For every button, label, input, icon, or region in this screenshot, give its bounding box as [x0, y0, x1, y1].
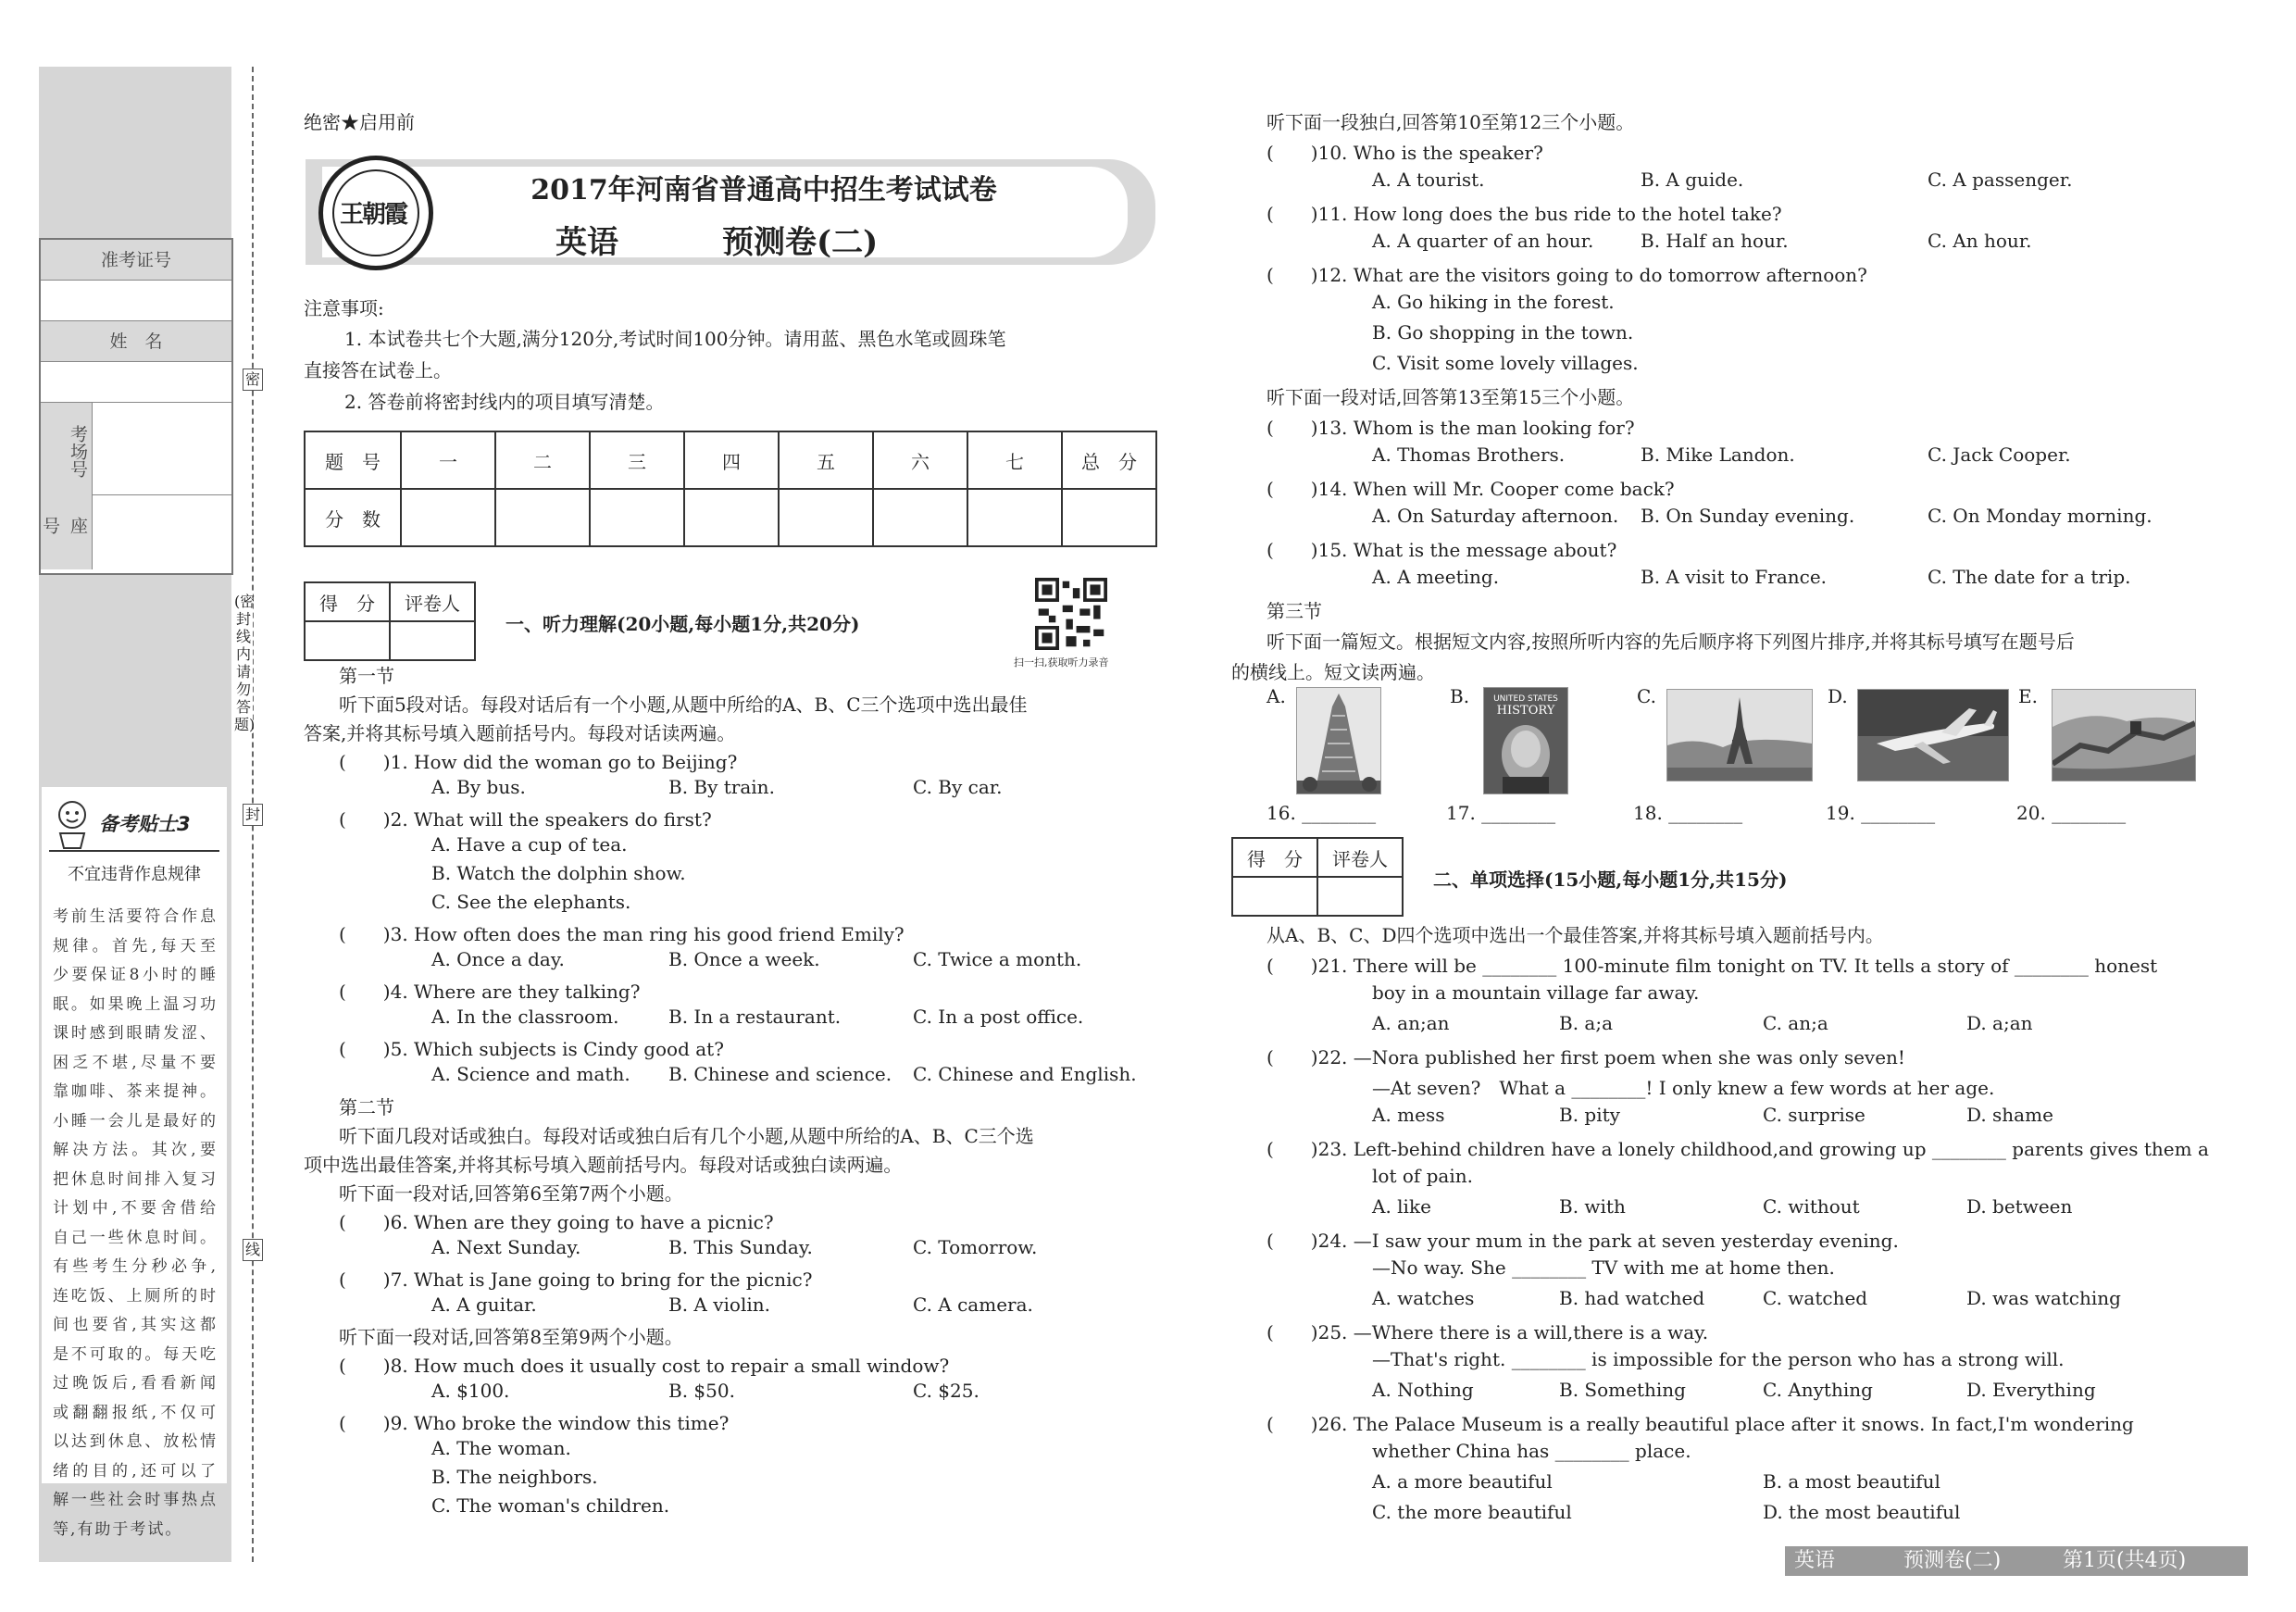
option-a: A. Have a cup of tea. [431, 833, 628, 856]
question-2: ( )2. What will the speakers do first? [339, 808, 712, 831]
option-b: B. A visit to France. [1641, 566, 1828, 588]
question-21: ( )21. There will be ________ 100-minute film tonight on TV. It tells a story of ________ honest [1267, 955, 2158, 977]
option-c: C. Anything [1763, 1379, 1873, 1401]
grader-box-part2 [1231, 837, 1404, 917]
option-c: C. See the elephants. [431, 891, 631, 913]
score-header-cell: 六 [873, 431, 967, 489]
section1-instruction: 听下面5段对话。每段对话后有一个小题,从题中所给的A、B、C三个选项中选出最佳 [339, 694, 1028, 716]
tips-text: 考前生活要符合作息规律。首先,每天至少要保证8小时的睡眠。如果晚上温习功课时感到眼睛发涩、困乏不堪,尽量不要靠咖啡、茶来提神。小睡一会儿是最好的解决方法。其次,要把休息时间排入复习计划中,不要舍借给自己一些休息时间。有些考生分秒必争,连吃饭、上厕所的时间也要省,其实这都是不可取的。每天吃过晚饭后,看看新闻或翻翻报纸,不仅可以达到休息、放松情绪的目的,还可以了解一些社会时事热点等,有助于考试。 [53, 907, 218, 1539]
option-b: B. with [1559, 1195, 1626, 1218]
picture-label-c: C. [1637, 685, 1656, 707]
option-a: A. A meeting. [1372, 566, 1500, 588]
exam-number-field[interactable] [41, 281, 231, 321]
eiffel-tower-picture [1666, 689, 1813, 781]
option-c: C. An hour. [1928, 230, 2032, 252]
part2-instruction: 从A、B、C、D四个选项中选出一个最佳答案,并将其标号填入题前括号内。 [1267, 924, 1884, 946]
score-header-cell: 一 [401, 431, 495, 489]
option-c: C. In a post office. [913, 1006, 1084, 1028]
option-c: C. an;a [1763, 1012, 1828, 1034]
option-b: B. Once a week. [668, 948, 820, 970]
grader-reviewer-cell[interactable] [1317, 877, 1403, 916]
question-22: ( )22. —Nora published her first poem when she was only seven! [1267, 1046, 1905, 1068]
blank-19[interactable]: 19. ________ [1826, 802, 1936, 824]
score-table [304, 431, 1157, 547]
exam-title: 2017年河南省普通高中招生考试试卷 [530, 174, 997, 206]
seal-char-feng: 封 [243, 804, 263, 826]
question-4: ( )4. Where are they talking? [339, 981, 641, 1003]
seat-field[interactable] [93, 495, 231, 569]
section2-label: 第二节 [339, 1096, 394, 1118]
option-d: D. between [1966, 1195, 2073, 1218]
option-c: C. The date for a trip. [1928, 566, 2131, 588]
score-cell[interactable] [684, 489, 779, 546]
picture-label-e: E. [2018, 685, 2038, 707]
room-field[interactable] [93, 403, 231, 495]
score-cell[interactable] [495, 489, 590, 546]
grader-reviewer-cell[interactable] [390, 621, 475, 660]
option-b: B. Half an hour. [1641, 230, 1789, 252]
option-c: C. watched [1763, 1287, 1868, 1309]
exam-tips-box [42, 787, 227, 1539]
grader-reviewer-label: 评卷人 [1317, 838, 1403, 877]
mascot-icon [49, 796, 95, 850]
option-b: B. A violin. [668, 1293, 770, 1316]
question-9: ( )9. Who broke the window this time? [339, 1412, 730, 1434]
option-c: C. The woman's children. [431, 1494, 670, 1517]
dialog-8-9-intro: 听下面一段对话,回答第8至第9两个小题。 [339, 1326, 683, 1348]
option-c: C. without [1763, 1195, 1860, 1218]
option-b: B. The neighbors. [431, 1466, 598, 1488]
option-d: D. a;an [1966, 1012, 2033, 1034]
option-b: B. Chinese and science. [668, 1063, 892, 1085]
mono-10-12-intro: 听下面一段独白,回答第10至第12三个小题。 [1267, 111, 1635, 133]
notice-item-1-cont: 直接答在试卷上。 [304, 359, 452, 381]
tips-header [49, 796, 219, 852]
option-a: A. On Saturday afternoon. [1372, 505, 1619, 527]
notice-title: 注意事项: [304, 297, 384, 319]
option-b: B. In a restaurant. [668, 1006, 842, 1028]
option-b: B. Something [1559, 1379, 1686, 1401]
seat-label: 座号 [41, 495, 93, 569]
question-26-cont: whether China has ________ place. [1372, 1440, 1691, 1462]
option-a: A. an;an [1372, 1012, 1450, 1034]
candidate-info-form [39, 238, 233, 575]
question-24-cont: —No way. She ________ TV with me at home then. [1372, 1256, 1835, 1279]
option-c: C. Visit some lovely villages. [1372, 352, 1639, 374]
tower-picture [1296, 687, 1381, 794]
option-a: A. Once a day. [431, 948, 565, 970]
picture-label-b: B. [1450, 685, 1470, 707]
question-21-cont: boy in a mountain village far away. [1372, 981, 1700, 1004]
airplane-picture [1857, 689, 2009, 781]
score-cell[interactable] [401, 489, 495, 546]
option-c: C. A passenger. [1928, 169, 2073, 191]
section3-instruction: 听下面一篇短文。根据短文内容,按照所听内容的先后顺序将下列图片排序,并将其标号填写在题号后 [1267, 631, 2075, 653]
seal-text: 王朝霞 [340, 201, 407, 229]
part2-heading: 二、单项选择(15小题,每小题1分,共15分) [1433, 868, 1788, 891]
option-b: B. a;a [1559, 1012, 1613, 1034]
option-a: A. A quarter of an hour. [1372, 230, 1594, 252]
option-b: B. Go shopping in the town. [1372, 321, 1634, 344]
option-d: D. shame [1966, 1104, 2053, 1126]
picture-label-a: A. [1267, 685, 1286, 707]
question-25-cont: —That's right. ________ is impossible for the person who has a strong will. [1372, 1348, 2065, 1370]
question-14: ( )14. When will Mr. Cooper come back? [1267, 478, 1675, 500]
footer-paper: 预测卷(二) [1903, 1549, 2002, 1572]
grader-box-part1 [304, 581, 476, 661]
tips-badge: 备考贴士3 [99, 813, 191, 835]
score-header-cell: 三 [590, 431, 684, 489]
exam-paper-name: 预测卷(二) [722, 224, 879, 261]
score-cell[interactable] [967, 489, 1062, 546]
book-title: HISTORY [1496, 704, 1555, 718]
section1-label: 第一节 [339, 665, 394, 687]
score-cell[interactable] [779, 489, 873, 546]
blank-17[interactable]: 17. ________ [1446, 802, 1556, 824]
question-23-cont: lot of pain. [1372, 1165, 1473, 1187]
option-a: A. Nothing [1372, 1379, 1474, 1401]
option-c: C. On Monday morning. [1928, 505, 2152, 527]
blank-16[interactable]: 16. ________ [1267, 802, 1377, 824]
option-a: A. A tourist. [1372, 169, 1485, 191]
seal-char-mi: 密 [243, 369, 263, 391]
option-b: B. $50. [668, 1380, 735, 1402]
room-label: 考场号 [41, 403, 93, 495]
score-header-cell: 题 号 [305, 431, 401, 489]
tips-title: 不宜违背作息规律 [68, 865, 201, 884]
score-cell[interactable] [873, 489, 967, 546]
exam-number-label: 准考证号 [41, 240, 231, 281]
notice-item-2: 2. 答卷前将密封线内的项目填写清楚。 [344, 391, 665, 413]
option-b: B. pity [1559, 1104, 1620, 1126]
question-1: ( )1. How did the woman go to Beijing? [339, 751, 738, 773]
grader-reviewer-label: 评卷人 [390, 582, 475, 621]
dialog-13-15-intro: 听下面一段对话,回答第13至第15三个小题。 [1267, 386, 1635, 408]
option-a: A. In the classroom. [431, 1006, 619, 1028]
option-d: D. was watching [1966, 1287, 2121, 1309]
option-d: D. Everything [1966, 1379, 2096, 1401]
option-b: B. On Sunday evening. [1641, 505, 1855, 527]
blank-18[interactable]: 18. ________ [1633, 802, 1743, 824]
great-wall-picture [2052, 689, 2196, 781]
option-b: B. A guide. [1641, 169, 1744, 191]
option-a: A. Next Sunday. [431, 1236, 581, 1258]
notice-item-1: 1. 本试卷共七个大题,满分120分,考试时间100分钟。请用蓝、黑色水笔或圆珠笔 [344, 328, 1006, 350]
confidential-mark: 绝密★启用前 [304, 111, 415, 133]
option-b: B. This Sunday. [668, 1236, 813, 1258]
grader-score-cell[interactable] [305, 621, 390, 660]
question-7: ( )7. What is Jane going to bring for the picnic? [339, 1268, 813, 1291]
exam-subject: 英语 [555, 224, 618, 261]
option-c: C. Tomorrow. [913, 1236, 1038, 1258]
history-book-picture [1483, 687, 1568, 794]
question-25: ( )25. —Where there is a will,there is a way. [1267, 1321, 1709, 1343]
section2-instruction: 听下面几段对话或独白。每段对话或独白后有几个小题,从题中所给的A、B、C三个选 [339, 1125, 1034, 1147]
option-b: B. By train. [668, 776, 775, 798]
option-a: A. like [1372, 1195, 1431, 1218]
section3-label: 第三节 [1267, 600, 1322, 622]
option-a: A. The woman. [431, 1437, 571, 1459]
qr-code-icon [1035, 578, 1107, 650]
dialog-6-7-intro: 听下面一段对话,回答第6至第7两个小题。 [339, 1182, 683, 1205]
name-field[interactable] [41, 362, 231, 403]
binding-note: (密封线内请勿答题) [234, 593, 256, 733]
option-c: C. Chinese and English. [913, 1063, 1137, 1085]
question-15: ( )15. What is the message about? [1267, 539, 1617, 561]
score-header-cell: 七 [967, 431, 1062, 489]
question-23: ( )23. Left-behind children have a lonely childhood,and growing up ________ parents gives them a [1267, 1138, 2209, 1160]
score-row-label: 分 数 [305, 489, 401, 546]
footer-subject: 英语 [1794, 1549, 1836, 1572]
option-b: B. had watched [1559, 1287, 1705, 1309]
option-a: A. By bus. [431, 776, 526, 798]
question-26: ( )26. The Palace Museum is a really beautiful place after it snows. In fact,I'm wondering [1267, 1413, 2134, 1435]
picture-label-d: D. [1828, 685, 1848, 707]
option-d: D. the most beautiful [1763, 1501, 1961, 1523]
option-c: C. By car. [913, 776, 1003, 798]
seal-char-xian: 线 [243, 1239, 263, 1261]
name-label: 姓 名 [41, 321, 231, 362]
score-header-cell: 四 [684, 431, 779, 489]
question-3: ( )3. How often does the man ring his good friend Emily? [339, 923, 905, 945]
page-footer [1785, 1546, 2248, 1576]
option-c: C. $25. [913, 1380, 980, 1402]
score-cell[interactable] [1062, 489, 1156, 546]
option-c: C. surprise [1763, 1104, 1866, 1126]
option-a: A. watches [1372, 1287, 1475, 1309]
question-13: ( )13. Whom is the man looking for? [1267, 417, 1635, 439]
option-a: A. A guitar. [431, 1293, 537, 1316]
qr-label: 扫一扫,获取听力录音 [1014, 656, 1109, 669]
section3-instruction-cont: 的横线上。短文读两遍。 [1231, 661, 1435, 683]
score-cell[interactable] [590, 489, 684, 546]
option-c: C. the more beautiful [1372, 1501, 1572, 1523]
score-header-cell: 五 [779, 431, 873, 489]
grader-score-label: 得 分 [305, 582, 390, 621]
option-c: C. Jack Cooper. [1928, 444, 2071, 466]
option-a: A. mess [1372, 1104, 1445, 1126]
question-22-cont: —At seven? What a ________! I only knew a few words at her age. [1372, 1077, 1995, 1099]
option-c: C. Twice a month. [913, 948, 1082, 970]
option-b: B. Watch the dolphin show. [431, 862, 686, 884]
option-b: B. Mike Landon. [1641, 444, 1795, 466]
question-6: ( )6. When are they going to have a picnic? [339, 1211, 774, 1233]
section2-instruction-cont: 项中选出最佳答案,并将其标号填入题前括号内。每段对话或独白读两遍。 [304, 1154, 903, 1176]
option-c: C. A camera. [913, 1293, 1033, 1316]
option-a: A. $100. [431, 1380, 510, 1402]
blank-20[interactable]: 20. ________ [2016, 802, 2127, 824]
part1-heading: 一、听力理解(20小题,每小题1分,共20分) [505, 613, 860, 635]
grader-score-label: 得 分 [1232, 838, 1317, 877]
option-a: A. Science and math. [431, 1063, 630, 1085]
score-header-cell: 二 [495, 431, 590, 489]
option-a: A. a more beautiful [1372, 1470, 1553, 1493]
option-a: A. Thomas Brothers. [1372, 444, 1566, 466]
section1-instruction-cont: 答案,并将其标号填入题前括号内。每段对话读两遍。 [304, 722, 736, 744]
question-12: ( )12. What are the visitors going to do tomorrow afternoon? [1267, 264, 1867, 286]
question-24: ( )24. —I saw your mum in the park at seven yesterday evening. [1267, 1230, 1899, 1252]
question-11: ( )11. How long does the bus ride to the hotel take? [1267, 203, 1782, 225]
option-b: B. a most beautiful [1763, 1470, 1940, 1493]
grader-score-cell[interactable] [1232, 877, 1317, 916]
option-a: A. Go hiking in the forest. [1372, 291, 1615, 313]
score-header-cell: 总 分 [1062, 431, 1156, 489]
question-8: ( )8. How much does it usually cost to repair a small window? [339, 1355, 950, 1377]
footer-page-number: 第1页(共4页) [2063, 1549, 2187, 1572]
question-10: ( )10. Who is the speaker? [1267, 142, 1543, 164]
publisher-seal-logo [318, 156, 433, 270]
book-title-top: UNITED STATES [1493, 694, 1558, 704]
question-5: ( )5. Which subjects is Cindy good at? [339, 1038, 724, 1060]
